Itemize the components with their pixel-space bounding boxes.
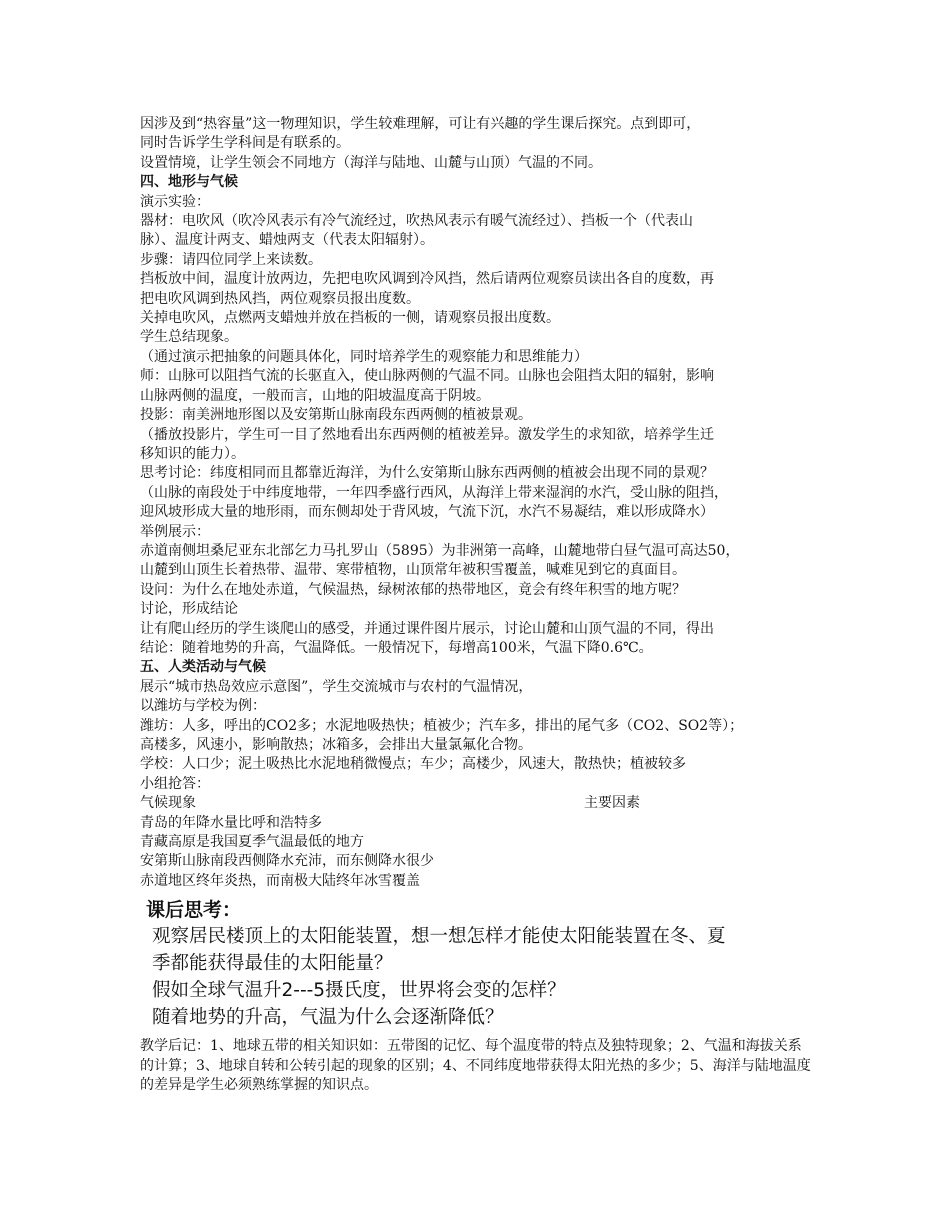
paragraph-line: 演示实验： <box>140 193 210 210</box>
intro-line: 同时告诉学生学科间是有联系的。 <box>140 135 350 152</box>
paragraph-line: 让有爬山经历的学生谈爬山的感受，并通过课件图片展示，讨论山麓和山顶气温的不同，得出 <box>140 620 714 637</box>
document-page <box>140 115 820 1109</box>
paragraph-line: 小组抢答： <box>140 775 210 792</box>
paragraph-line: 设问：为什么在地处赤道，气候温热，绿树浓郁的热带地区，竟会有终年积雪的地方呢？ <box>140 581 686 598</box>
paragraph-line: 学生总结现象。 <box>140 329 238 346</box>
paragraph-line: 以潍坊与学校为例： <box>140 698 266 715</box>
section-heading-human-activity: 五、人类活动与气候 <box>140 659 266 676</box>
paragraph-line: 脉）、温度计两支、蜡烛两支（代表太阳辐射）。 <box>140 232 434 249</box>
after-class-question: 观察居民楼顶上的太阳能装置，想一想怎样才能使太阳能装置在冬、夏 <box>152 926 726 948</box>
intro-line: 设置情境，让学生领会不同地方（海洋与陆地、山麓与山顶）气温的不同。 <box>140 154 602 171</box>
quiz-item: 青岛的年降水量比呼和浩特多 <box>140 814 322 831</box>
paragraph-line: 师：山脉可以阻挡气流的长驱直入，使山脉两侧的气温不同。山脉也会阻挡太阳的辐射，影响 <box>140 368 714 385</box>
paragraph-line: 赤道南侧坦桑尼亚东北部乞力马扎罗山（5895）为非洲第一高峰，山麓地带白昼气温可高达50， <box>140 542 740 559</box>
teaching-postscript: 教学后记：1、地球五带的相关知识如：五带图的记忆、每个温度带的特点及独特现象；2、气温和海拔关系的计算；3、地球自转和公转引起的现象的区别；4、不同纬度地带获得太阳光热的多少；5、海洋与陆地温度的差异是学生必须熟练掌握的知识点。 <box>140 1038 811 1094</box>
paragraph-line: （播放投影片，学生可一目了然地看出东西两侧的植被差异。激发学生的求知欲，培养学生迁 <box>140 426 714 443</box>
quiz-item: 赤道地区终年炎热，而南极大陆终年冰雪覆盖 <box>140 872 420 889</box>
paragraph-line: 思考讨论：纬度相同而且都靠近海洋，为什么安第斯山脉东西两侧的植被会出现不同的景观？ <box>140 465 714 482</box>
paragraph-line: 投影：南美洲地形图以及安第斯山脉南段东西两侧的植被景观。 <box>140 407 532 424</box>
section-heading-terrain: 四、地形与气候 <box>140 174 238 191</box>
paragraph-line: （通过演示把抽象的问题具体化，同时培养学生的观察能力和思维能力） <box>140 348 588 365</box>
after-class-question: 季都能获得最佳的太阳能量？ <box>152 953 393 975</box>
paragraph-line: 举例展示： <box>140 523 210 540</box>
paragraph-line: 挡板放中间，温度计放两边，先把电吹风调到冷风挡，然后请两位观察员读出各自的度数，再 <box>140 271 714 288</box>
paragraph-line: 山麓到山顶生长着热带、温带、寒带植物，山顶常年被积雪覆盖，喊难见到它的真面目。 <box>140 562 686 579</box>
paragraph-line: 展示“城市热岛效应示意图”，学生交流城市与农村的气温情况， <box>140 678 533 695</box>
paragraph-line: 讨论，形成结论 <box>140 601 238 618</box>
after-class-question: 假如全球气温升2---5摄氏度，世界将会变的怎样？ <box>152 980 566 1002</box>
quiz-header <box>140 794 640 813</box>
paragraph-line: （山脉的南段处于中纬度地带，一年四季盛行西风，从海洋上带来湿润的水汽，受山脉的阻挡， <box>140 484 728 501</box>
paragraph-line: 迎风坡形成大量的地形雨，而东侧却处于背风坡，气流下沉，水汽不易凝结，难以形成降水） <box>140 504 714 521</box>
paragraph-line: 学校：人口少；泥土吸热比水泥地稍微慢点；车少；高楼少，风速大，散热快；植被较多 <box>140 756 686 773</box>
paragraph-line: 山脉两侧的温度，一般而言，山地的阳坡温度高于阴坡。 <box>140 387 490 404</box>
paragraph-line: 潍坊：人多，呼出的CO2多；水泥地吸热快；植被少；汽车多，排出的尾气多（CO2、SO2等）； <box>140 717 744 734</box>
intro-line: 因涉及到“热容量”这一物理知识，学生较难理解，可让有兴趣的学生课后探究。点到即可， <box>140 116 701 132</box>
paragraph-line: 步骤：请四位同学上来读数。 <box>140 251 322 268</box>
after-class-question: 随着地势的升高，气温为什么会逐渐降低？ <box>152 1007 504 1029</box>
quiz-header-factor: 主要因素 <box>584 795 640 812</box>
quiz-item: 安第斯山脉南段西侧降水充沛，而东侧降水很少 <box>140 853 434 870</box>
paragraph-line: 关掉电吹风，点燃两支蜡烛并放在挡板的一侧，请观察员报出度数。 <box>140 310 560 327</box>
quiz-item: 青藏高原是我国夏季气温最低的地方 <box>140 834 364 851</box>
paragraph-line: 结论：随着地势的升高，气温降低。一般情况下，每增高100米，气温下降0.6℃。 <box>140 639 653 656</box>
paragraph-line: 把电吹风调到热风挡，两位观察员报出度数。 <box>140 290 420 307</box>
paragraph-line: 器材：电吹风（吹冷风表示有冷气流经过，吹热风表示有暖气流经过）、挡板一个（代表山 <box>140 213 693 230</box>
after-class-title: 课后思考： <box>146 899 242 922</box>
quiz-header-phenomenon: 气候现象 <box>140 795 196 812</box>
paragraph-line: 移知识的能力）。 <box>140 445 245 462</box>
paragraph-line: 高楼多，风速小，影响散热；冰箱多，会排出大量氯氟化合物。 <box>140 737 532 753</box>
